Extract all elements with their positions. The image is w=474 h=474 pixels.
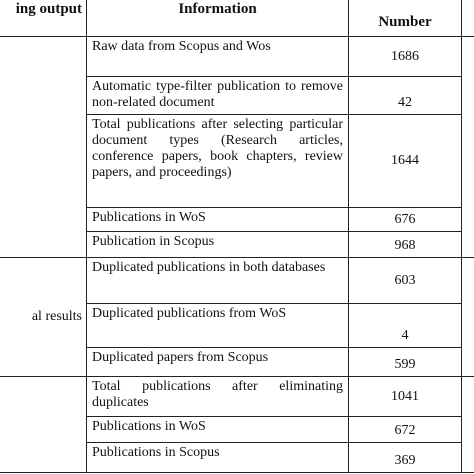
info-cell: Publications in WoS xyxy=(87,417,349,443)
table-row xyxy=(0,377,474,417)
stage-cell xyxy=(0,377,87,473)
info-cell: Raw data from Scopus and Wos xyxy=(87,37,349,77)
number-cell: 4 xyxy=(349,304,462,348)
extra-cell xyxy=(462,258,474,377)
number-cell: 1041 xyxy=(349,377,462,417)
number-cell: 599 xyxy=(349,348,462,377)
stage-cell: al results xyxy=(0,258,87,377)
header-number: Number xyxy=(349,0,462,37)
number-cell: 1644 xyxy=(349,115,462,208)
table-row xyxy=(0,37,474,77)
number-cell: 1686 xyxy=(349,37,462,77)
header-extra-column xyxy=(462,0,474,37)
number-cell: 676 xyxy=(349,208,462,232)
header-information: Information xyxy=(87,0,349,37)
info-cell: Automatic type-filter publication to remove non-related document xyxy=(87,77,349,115)
info-cell: Publications in WoS xyxy=(87,208,349,232)
number-cell: 672 xyxy=(349,417,462,443)
info-cell: Total publications after eliminating duplicates xyxy=(87,377,349,417)
table-header-row xyxy=(0,0,474,37)
number-cell: 42 xyxy=(349,77,462,115)
info-cell: Publications in Scopus xyxy=(87,443,349,473)
info-cell: Duplicated publications in both databases xyxy=(87,258,349,304)
info-cell: Duplicated papers from Scopus xyxy=(87,348,349,377)
table-row xyxy=(0,258,474,304)
extra-cell xyxy=(462,377,474,473)
stage-cell xyxy=(0,37,87,258)
info-cell: Total publications after selecting particular document types (Research articles, conference papers, book chapters, review papers, and proceedings) xyxy=(87,115,349,208)
number-cell: 603 xyxy=(349,258,462,304)
info-cell: Publication in Scopus xyxy=(87,232,349,258)
number-cell: 968 xyxy=(349,232,462,258)
number-cell: 369 xyxy=(349,443,462,473)
header-stage-output: ing output xyxy=(0,0,87,37)
extra-cell xyxy=(462,37,474,258)
info-cell: Duplicated publications from WoS xyxy=(87,304,349,348)
